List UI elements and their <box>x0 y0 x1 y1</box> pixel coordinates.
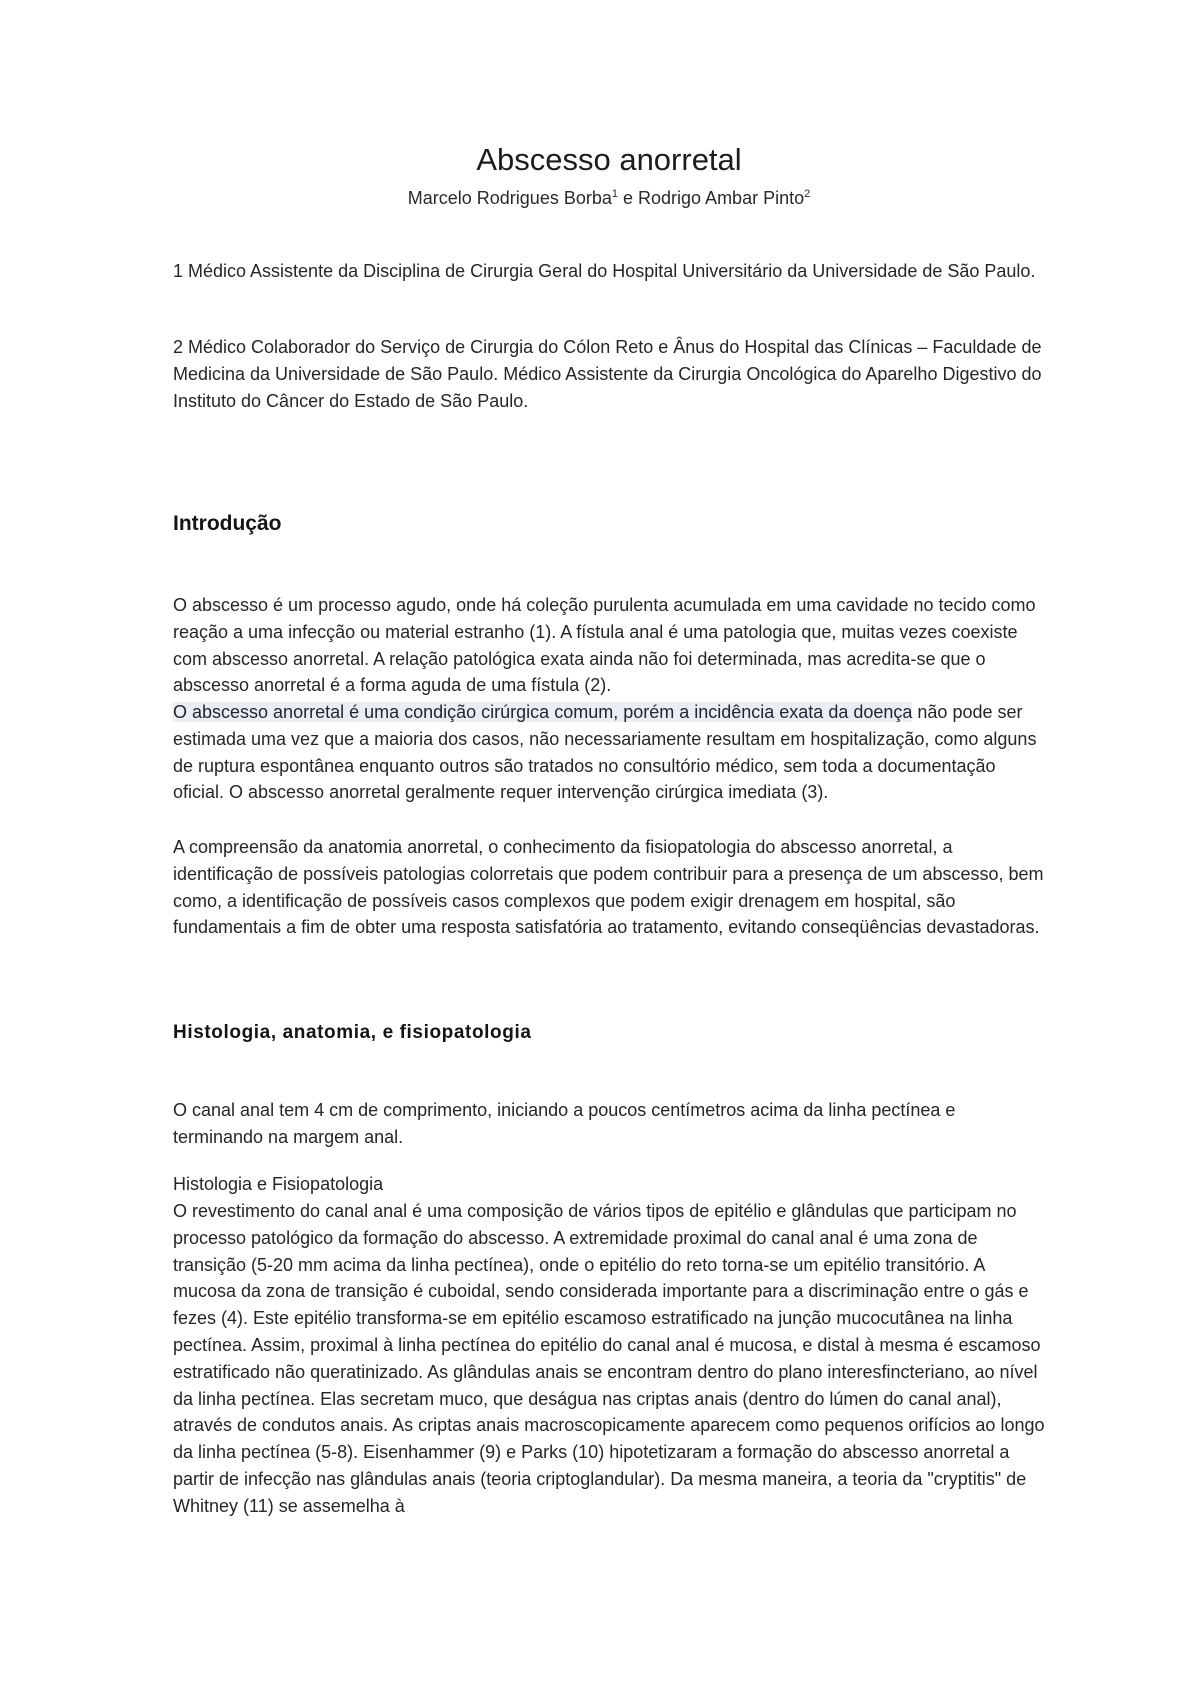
section-heading-histologia: Histologia, anatomia, e fisiopatologia <box>173 1022 532 1043</box>
author-1: Marcelo Rodrigues Borba <box>407 188 612 208</box>
intro-paragraph-2-rest: não pode ser estimada uma vez que a maioria dos casos, não necessariamente resultam em hospitalização, como alguns de ruptura espontânea enquanto outros são tratados no consultório médico, sem toda a documentação oficial. O abscesso anorretal geralmente requer intervenção cirúrgica imediata (3). <box>173 702 1037 803</box>
histo-paragraph-1: O canal anal tem 4 cm de comprimento, iniciando a poucos centímetros acima da linha pectínea e terminando na margem anal. <box>173 1100 956 1147</box>
intro-paragraph-2 <box>173 699 1045 806</box>
selected-text-highlight[interactable]: O abscesso anorretal é uma condição cirúrgica comum, porém a incidência exata da doença <box>173 702 913 722</box>
section-heading-introducao: Introdução <box>173 512 282 535</box>
affiliation-1: 1 Médico Assistente da Disciplina de Cirurgia Geral do Hospital Universitário da Universidade de São Paulo. <box>173 261 1036 281</box>
author-1-affiliation-mark: 1 <box>611 188 618 200</box>
intro-paragraph-1: O abscesso é um processo agudo, onde há coleção purulenta acumulada em uma cavidade no tecido como reação a uma infecção ou material estranho (1). A fístula anal é uma patologia que, muitas vezes coexiste com abscesso anorretal. A relação patológica exata ainda não foi determinada, mas acredita-se que o abscesso anorretal é a forma aguda de uma fístula (2). <box>173 595 1036 696</box>
author-line <box>173 186 1045 210</box>
author-2-affiliation-mark: 2 <box>804 188 811 200</box>
author-joiner: e <box>618 188 639 208</box>
author-2: Rodrigo Ambar Pinto <box>638 188 805 208</box>
histo-subheading: Histologia e Fisiopatologia <box>173 1174 384 1194</box>
document-title: Abscesso anorretal <box>476 142 742 177</box>
intro-paragraph-3: A compreensão da anatomia anorretal, o conhecimento da fisiopatologia do abscesso anorretal, a identificação de possíveis patologias colorretais que podem contribuir para a presença de um abscesso, bem como, a identificação de possíveis casos complexos que podem exigir drenagem em hospital, são fundamentais a fim de obter uma resposta satisfatória ao tratamento, evitando conseqüências devastadoras. <box>173 837 1044 938</box>
histo-paragraph-2: O revestimento do canal anal é uma composição de vários tipos de epitélio e glândulas que participam no processo patológico da formação do abscesso. A extremidade proximal do canal anal é uma zona de transição (5-20 mm acima da linha pectínea), onde o epitélio do reto torna-se um epitélio transitório. A mucosa da zona de transição é cuboidal, sendo considerada importante para a discriminação entre o gás e fezes (4). Este epitélio transforma-se em epitélio escamoso estratificado na junção mucocutânea na linha pectínea. Assim, proximal à linha pectínea do epitélio do canal anal é mucosa, e distal à mesma é escamoso estratificado não queratinizado. As glândulas anais se encontram dentro do plano interesfincteriano, ao nível da linha pectínea. Elas secretam muco, que deságua nas criptas anais (dentro do lúmen do canal anal), através de condutos anais. As criptas anais macroscopicamente aparecem como pequenos orifícios ao longo da linha pectínea (5-8). Eisenhammer (9) e Parks (10) hipotetizaram a formação do abscesso anorretal a partir de infecção nas glândulas anais (teoria criptoglandular). Da mesma maneira, a teoria da "cryptitis" de Whitney (11) se assemelha à <box>173 1201 1045 1516</box>
affiliation-2: 2 Médico Colaborador do Serviço de Cirurgia do Cólon Reto e Ânus do Hospital das Clínicas – Faculdade de Medicina da Universidade de São Paulo. Médico Assistente da Cirurgia Oncológica do Aparelho Digestivo do Instituto do Câncer do Estado de São Paulo. <box>173 337 1042 411</box>
